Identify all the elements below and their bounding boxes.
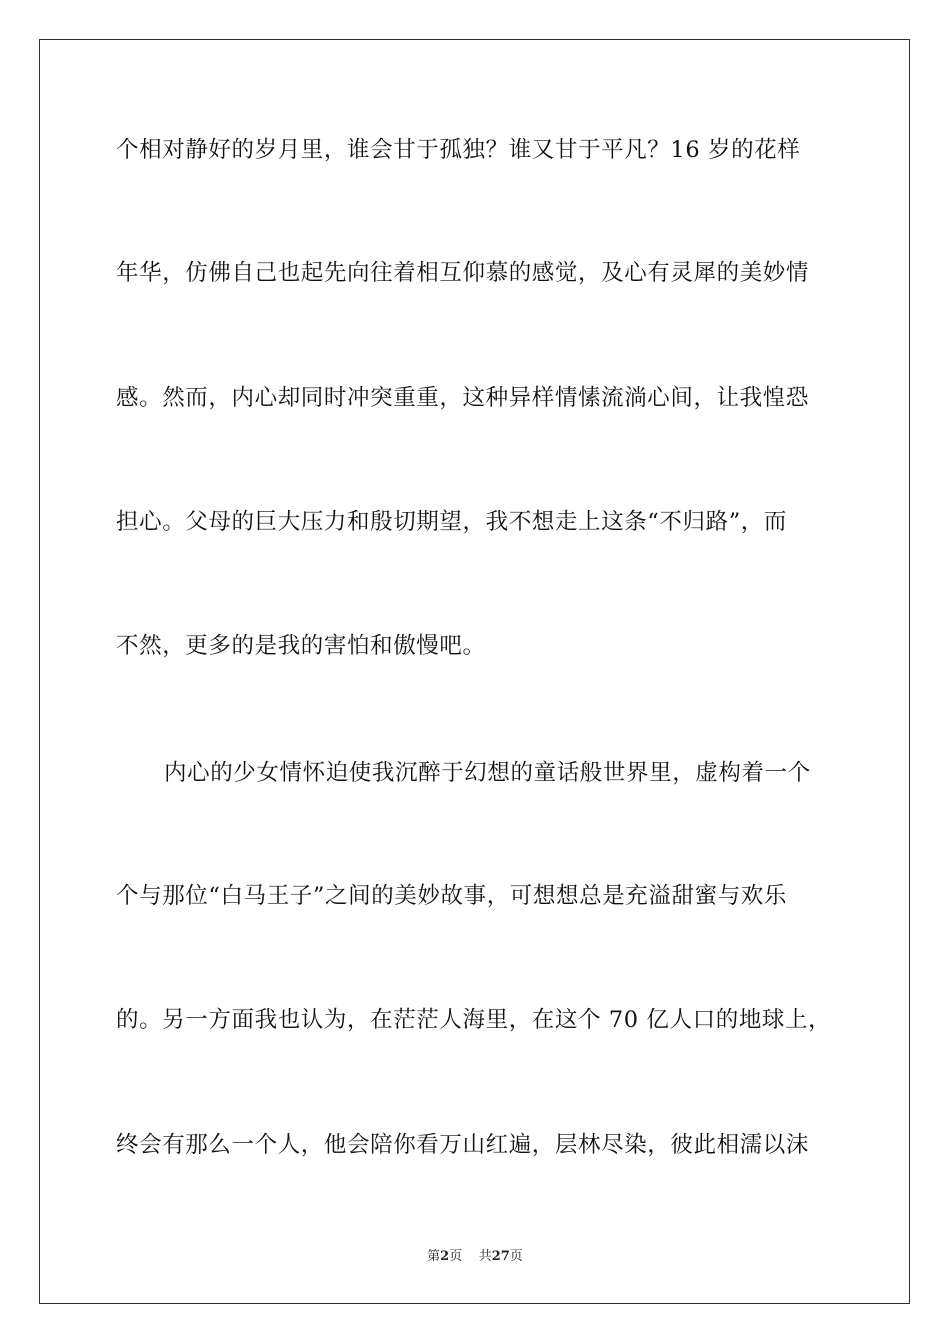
text-line: 感。然而，内心却同时冲突重重，这种异样情愫流淌心间，让我惶恐 (116, 385, 810, 411)
text-line: 个相对静好的岁月里，谁会甘于孤独？谁又甘于平凡？16 岁的花样 (116, 137, 801, 163)
text-line: 个与那位“白马王子”之间的美妙故事，可想想总是充溢甜蜜与欢乐 (116, 883, 788, 909)
page-border (39, 39, 910, 1304)
text-line: 担心。父母的巨大压力和殷切期望，我不想走上这条“不归路”，而 (116, 509, 788, 535)
page-number: 2 (440, 1249, 450, 1264)
text-line: 的。另一方面我也认为，在茫茫人海里，在这个 70 亿人口的地球上， (116, 1007, 832, 1033)
total-pages: 27 (491, 1249, 510, 1264)
page-label-prefix: 第 (427, 1249, 441, 1264)
page-label-suffix: 页 (449, 1249, 463, 1264)
text-line: 不然，更多的是我的害怕和傲慢吧。 (116, 633, 486, 659)
page-footer (0, 1248, 950, 1266)
text-line: 终会有那么一个人，他会陪你看万山红遍，层林尽染，彼此相濡以沫 (116, 1132, 810, 1158)
text-line: 年华，仿佛自己也起先向往着相互仰慕的感觉，及心有灵犀的美妙情 (116, 260, 810, 286)
total-label-suffix: 页 (509, 1249, 523, 1264)
total-label-prefix: 共 (478, 1249, 492, 1264)
text-line: 内心的少女情怀迫使我沉醉于幻想的童话般世界里，虚构着一个 (164, 760, 811, 786)
